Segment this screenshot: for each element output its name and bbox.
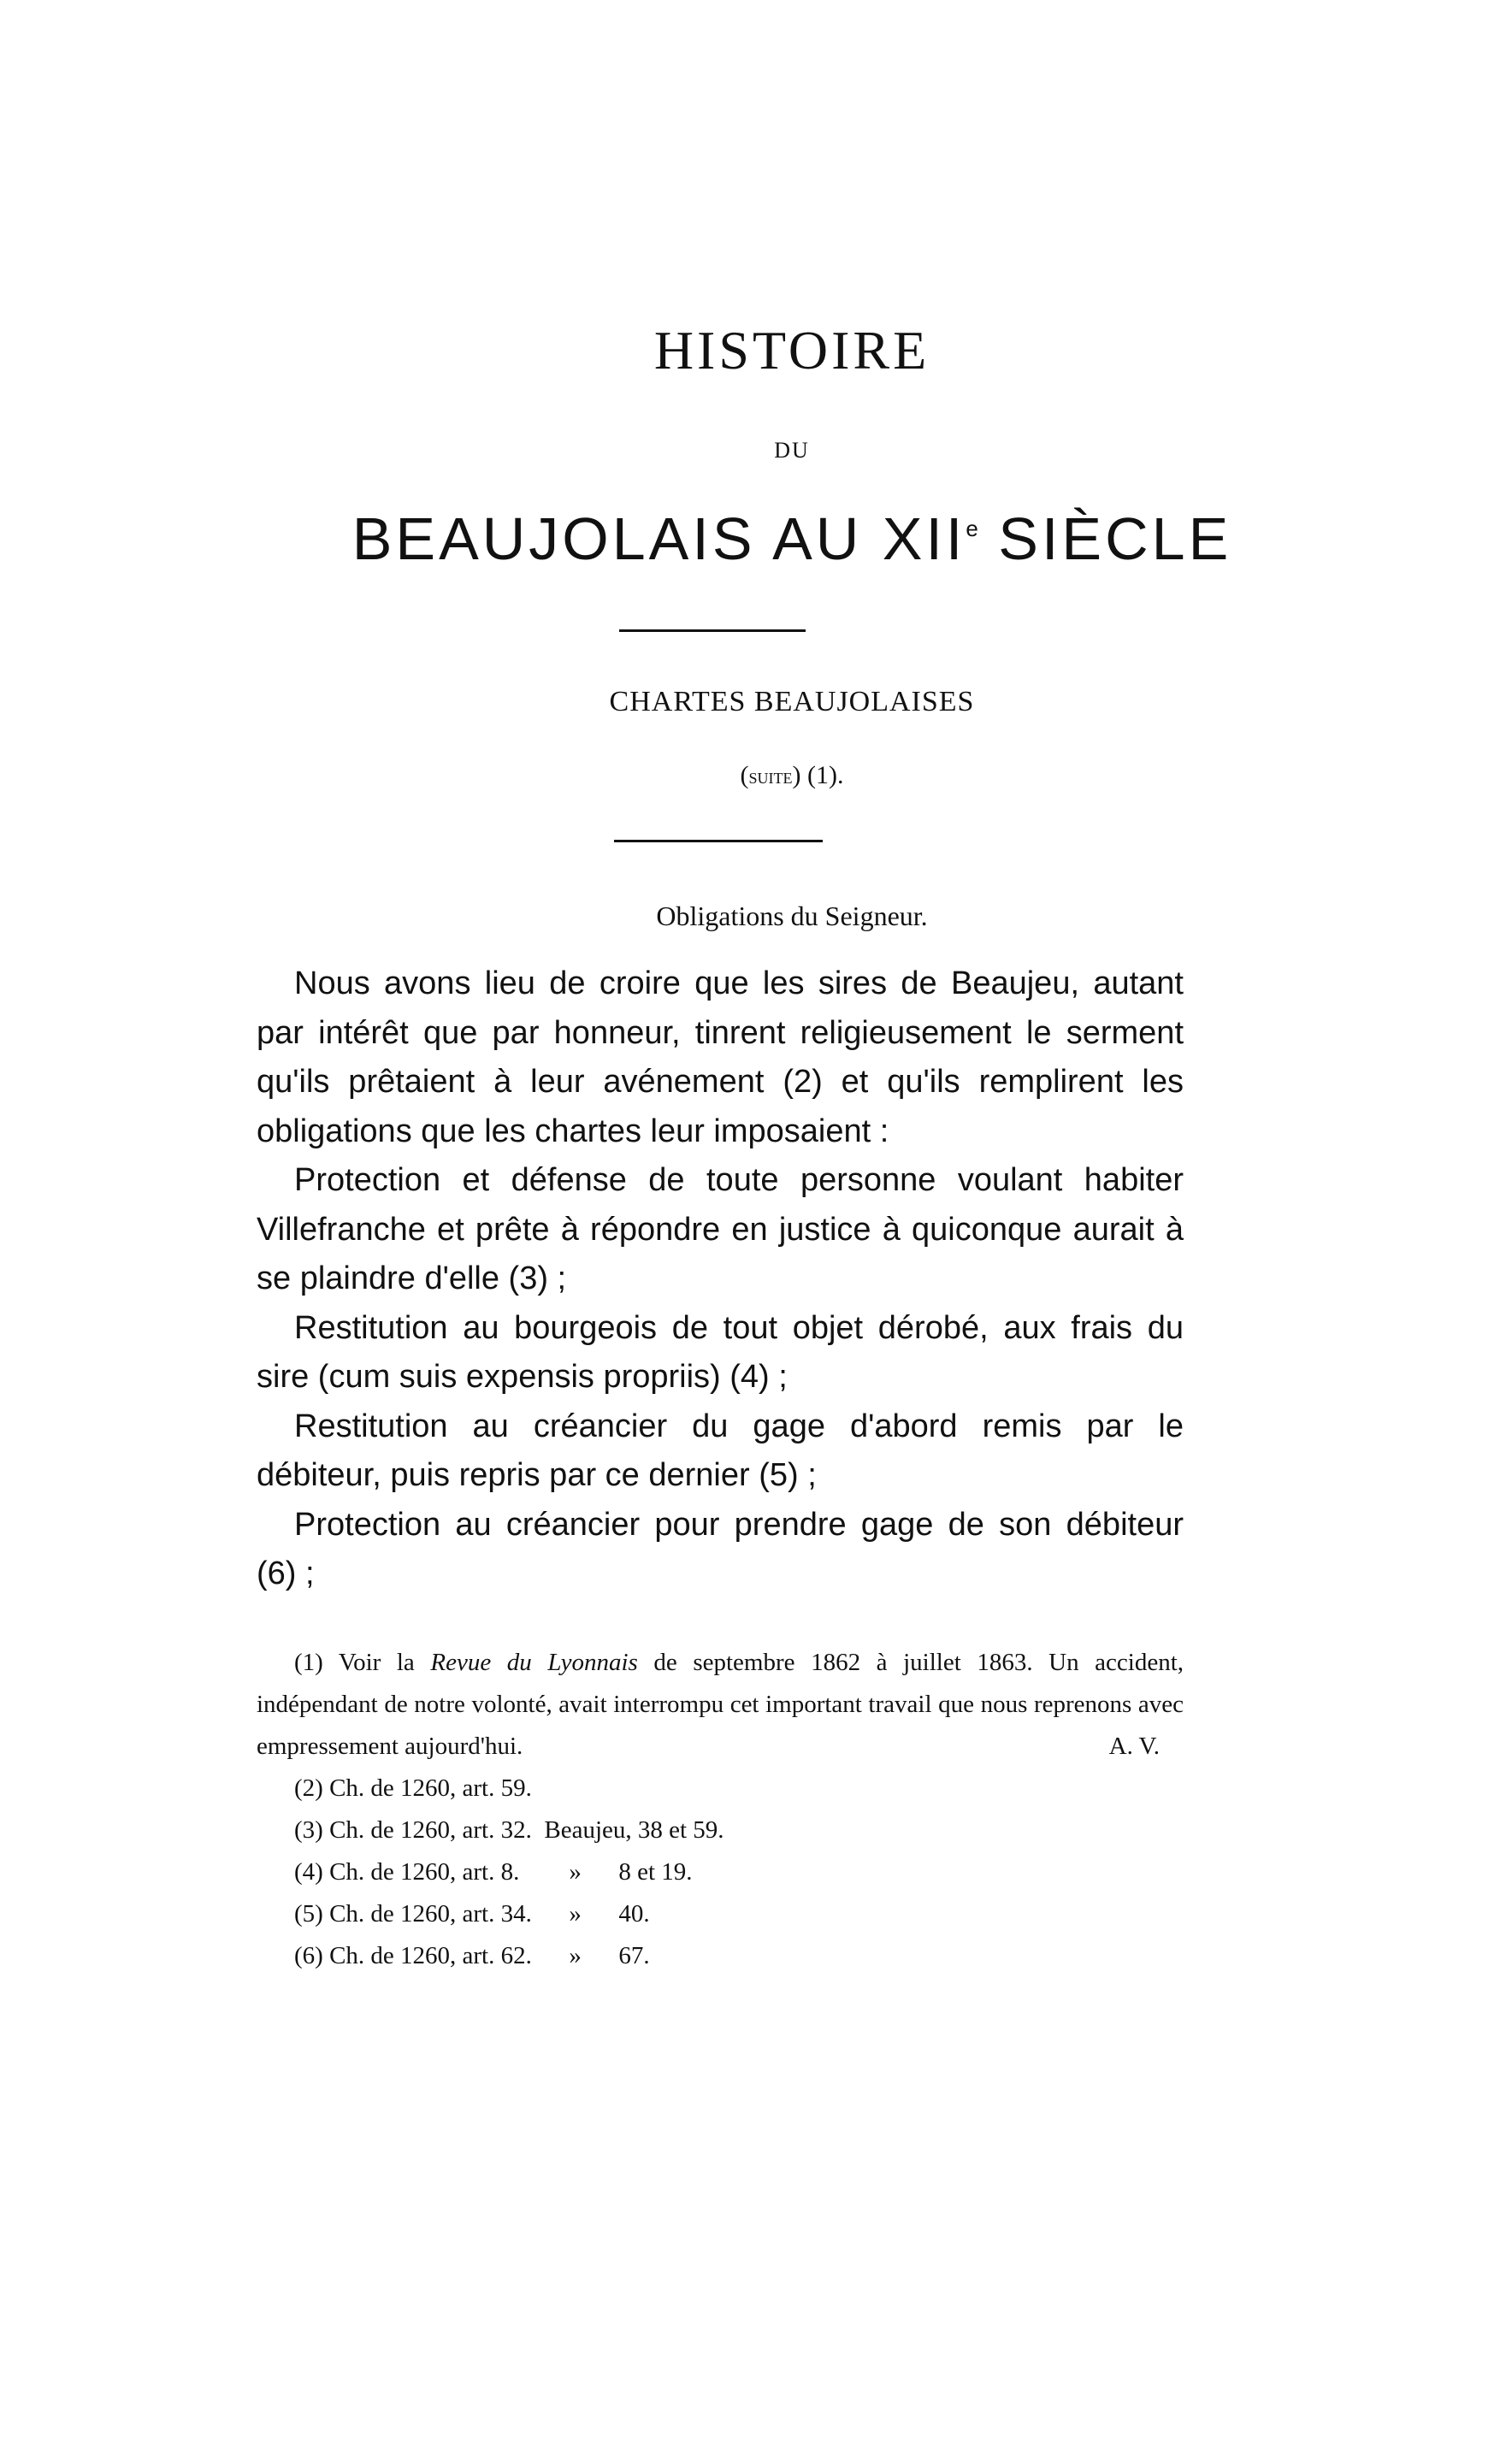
paragraph: Restitution au bourgeois de tout objet dérobé, aux frais du sire (cum suis expensis propriis) (4) ; (257, 1309, 1184, 1395)
title-connector: DU (774, 438, 810, 463)
footnote-ref: (3) Ch. de 1260, art. 32. Beaujeu, 38 et 59. (294, 1816, 724, 1844)
footnote-1-text: de septembre 1862 à juillet 1863. Un accident, indépendant de notre volonté, avait interrompu cet important travail que nous reprenons avec empressement aujourd'hui. (257, 1649, 1184, 1760)
footnote-1-journal: Revue du Lyonnais (430, 1649, 638, 1676)
footnote-ref: (4) Ch. de 1260, art. 8. » 8 et 19. (294, 1858, 693, 1886)
divider-rule (614, 840, 823, 842)
subtitle-main: BEAUJOLAIS AU XII (351, 505, 966, 572)
paragraph: Protection au créancier pour prendre gage de son débiteur (6) ; (257, 1506, 1184, 1591)
subsection-heading: Obligations du Seigneur. (656, 900, 928, 931)
section-suite: (suite) (1). (740, 761, 844, 789)
subtitle-end: SIÈCLE (998, 505, 1232, 572)
footnote-1-lead: (1) Voir la (294, 1649, 415, 1676)
section-title: CHARTES BEAUJOLAISES (609, 686, 975, 717)
divider-rule (619, 629, 806, 632)
footnote-ref: (6) Ch. de 1260, art. 62. » 67. (294, 1942, 650, 1969)
paragraph: Protection et défense de toute personne voulant habiter Villefranche et prête à répondre en justice à quiconque aurait à se plaindre d'elle (3) ; (257, 1162, 1184, 1296)
footnote-ref: (2) Ch. de 1260, art. 59. (294, 1774, 532, 1802)
footnote-1 (257, 1642, 1184, 1768)
suite-word: suite (748, 764, 793, 788)
paragraph: Nous avons lieu de croire que les sires de Beaujeu, autant par intérêt que par honneur, tinrent religieusement le serment qu'ils prêtaient à leur avénement (2) et qu'ils remplirent les obligations que les chartes leur imposaient : (257, 965, 1184, 1149)
footnotes (257, 1642, 1184, 1977)
main-title: HISTOIRE (653, 320, 930, 381)
body-text (257, 959, 1184, 1599)
paragraph: Restitution au créancier du gage d'abord remis par le débiteur, puis repris par ce dernier (5) ; (257, 1408, 1184, 1493)
footnote-ref: (5) Ch. de 1260, art. 34. » 40. (294, 1900, 650, 1928)
footnote-1-signature: A. V. (1108, 1733, 1160, 1760)
suite-note-ref: (1). (807, 761, 844, 789)
subtitle (0, 505, 1512, 572)
subtitle-superscript: e (966, 516, 978, 541)
